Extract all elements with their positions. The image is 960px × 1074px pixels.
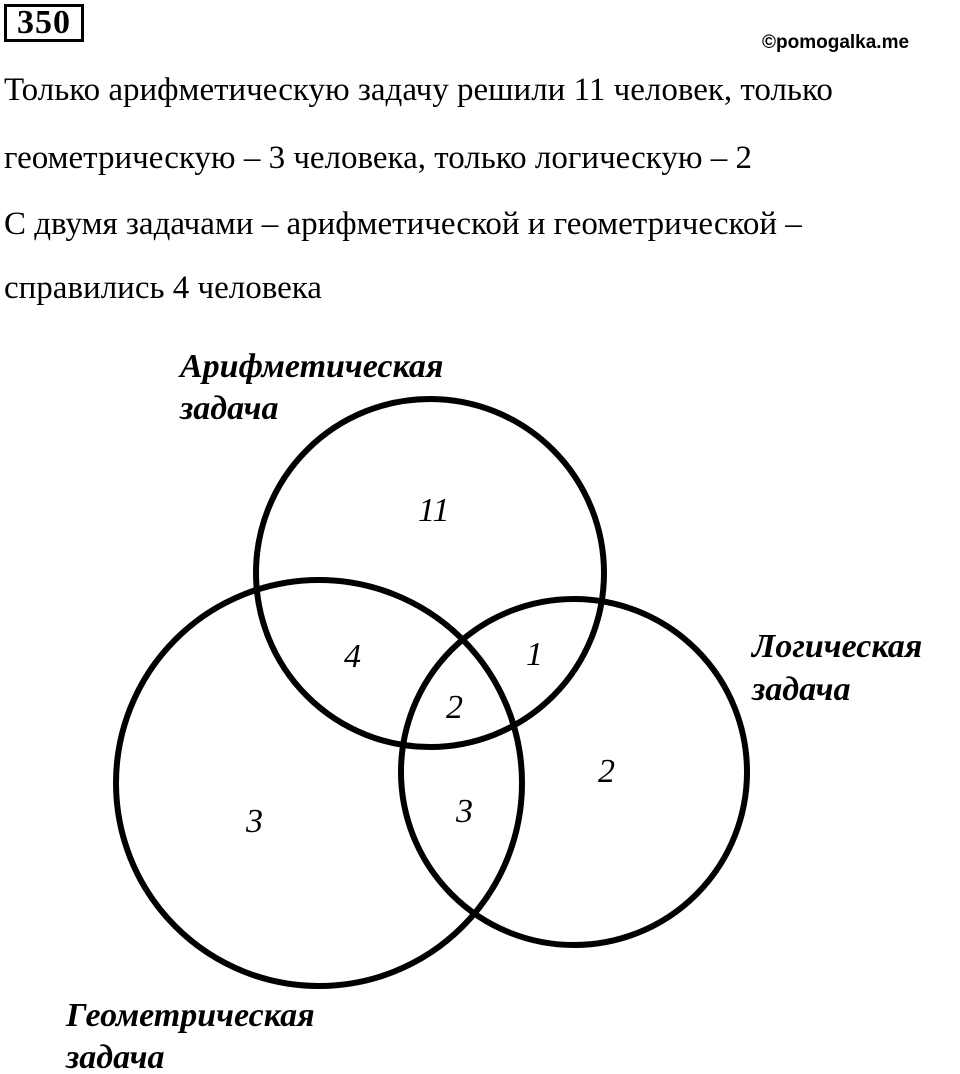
text-line-4: справились 4 человека [4,270,322,306]
text-line-2: геометрическую – 3 человека, только логическую – 2 [4,140,753,176]
geometry-circle [116,580,522,986]
logic-label-line1: Логическая [752,628,923,665]
watermark: ©pomogalka.me [762,32,910,53]
logic-label-line2: задача [752,671,851,708]
text-line-1: Только арифметическую задачу решили 11 человек, только [4,72,833,108]
region-arithmetic-only: 11 [418,492,450,529]
arithmetic-circle [256,399,604,747]
arithmetic-label-line2: задача [180,390,279,427]
logic-circle [401,599,747,945]
region-arithmetic-logic: 1 [526,636,543,673]
region-all-three: 2 [446,689,463,726]
arithmetic-label-line1: Арифметическая [180,348,444,385]
geometry-label-line2: задача [66,1039,165,1074]
region-geometry-only: 3 [246,803,263,840]
text-line-3: С двумя задачами – арифметической и геометрической – [4,206,802,242]
problem-number: 350 [4,4,84,42]
region-geometry-logic: 3 [456,793,473,830]
geometry-label-line1: Геометрическая [66,997,315,1034]
region-logic-only: 2 [598,753,615,790]
region-arithmetic-geometry: 4 [344,638,361,675]
